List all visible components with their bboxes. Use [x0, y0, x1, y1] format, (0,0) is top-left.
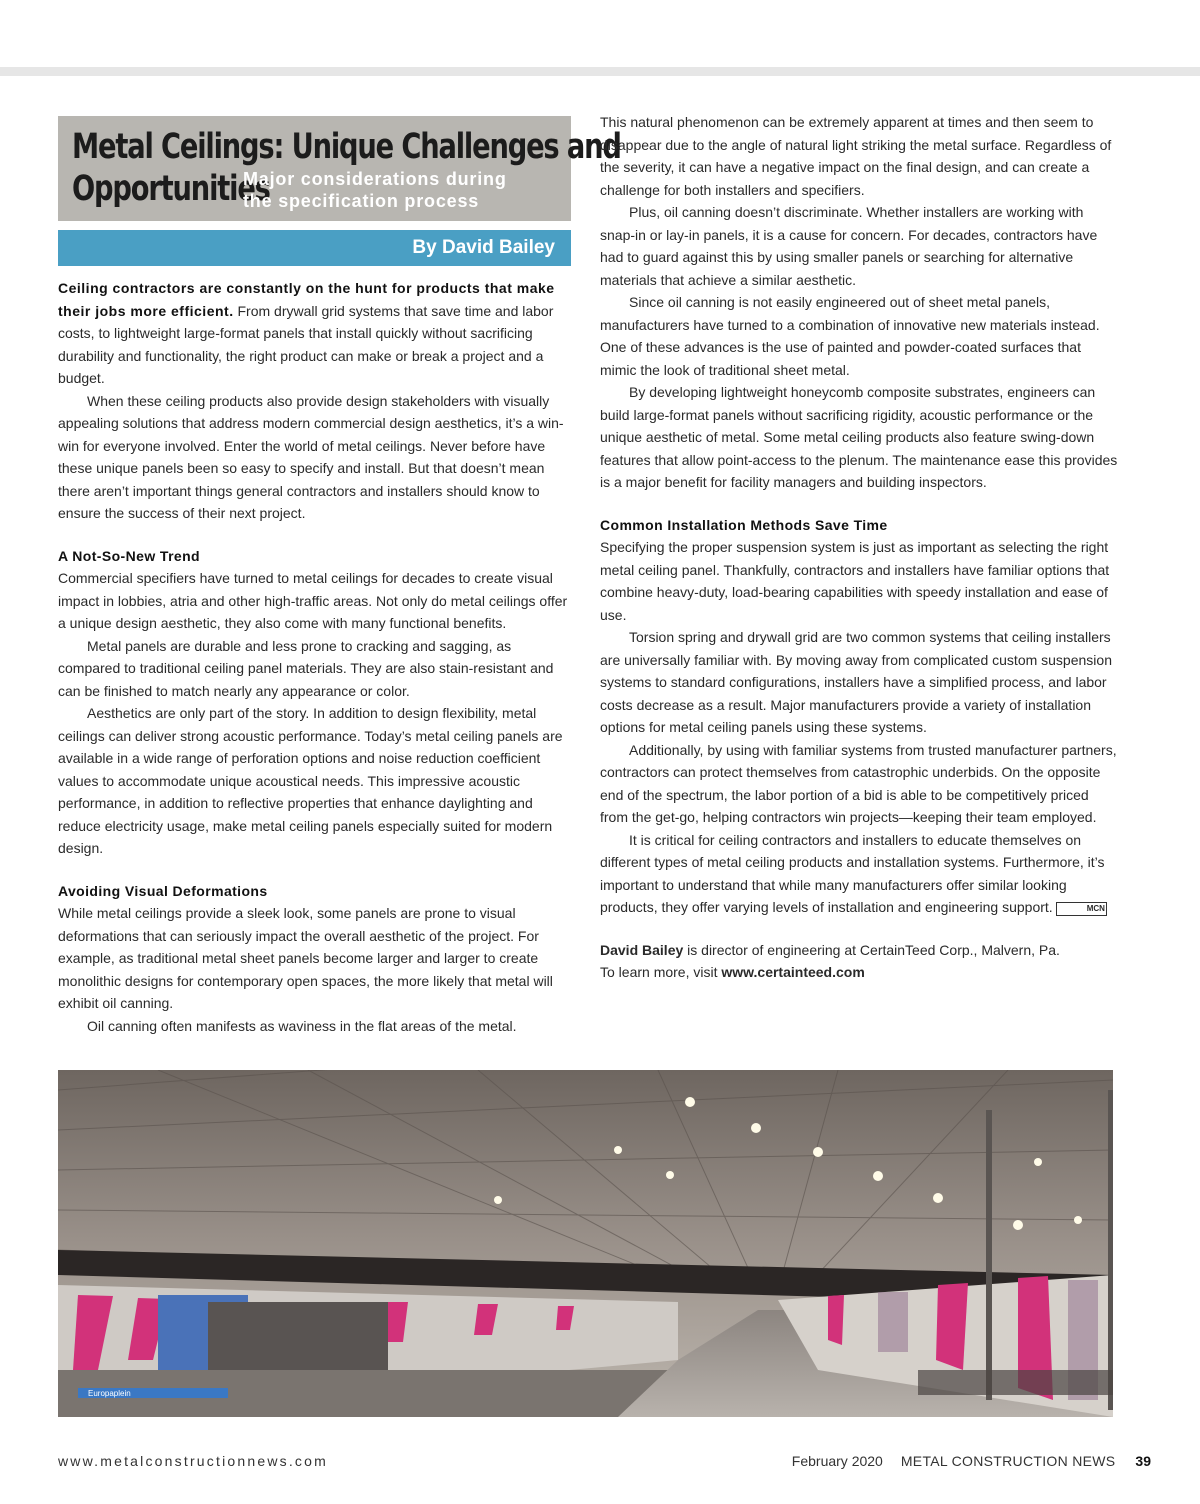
final-paragraph-text: It is critical for ceiling contractors and installers to educate themselves on different types of metal ceiling products and installation systems. Furthermore, it’s important to understand that while many manufacturers offer similar looking products, they offer varying levels of installation and engineering support. [600, 831, 1105, 915]
left-column [58, 277, 576, 1037]
top-rule [0, 67, 1200, 76]
page-number: 39 [1135, 1453, 1151, 1469]
body-paragraph: Plus, oil canning doesn’t discriminate. Whether installers are working with snap-in or lay-in panels, it is a cause for concern. For decades, contractors have had to guard against this by using smaller panels or searching for alternative materials that achieve a similar aesthetic. [600, 204, 1098, 288]
website-link[interactable]: www.certainteed.com [721, 964, 865, 980]
bio-text: is director of engineering at CertainTeed Corp., Malvern, Pa. [683, 941, 1060, 958]
footer-date: February 2020 [791, 1453, 883, 1469]
body-paragraph: This natural phenomenon can be extremely apparent at times and then seem to disappear due to the angle of natural light striking the metal surface. Regardless of the severity, it can have a negative impact on the final design, and can create a challenge for both installers and specifiers. [600, 114, 1112, 198]
article-subtitle-line-1: Major considerations during [243, 169, 507, 189]
body-paragraph: Additionally, by using with familiar systems from trusted manufacturer partners, contractors can protect themselves from catastrophic underbids. On the opposite end of the spectrum, the labor portion of a bid is able to be competitively priced from the get-go, helping contractors win projects—keeping their team employed. [600, 741, 1117, 825]
body-paragraph: Metal panels are durable and less prone to cracking and sagging, as compared to traditional ceiling panel materials. They are also stain-resistant and can be finished to match nearly any appearance or color. [58, 637, 554, 699]
article-subtitle-line-2: the specification process [243, 191, 480, 211]
body-paragraph: Since oil canning is not easily engineered out of sheet metal panels, manufacturers have turned to a combination of innovative new materials instead. One of these advances is the use of painted and powder-coated surfaces that mimic the look of traditional sheet metal. [600, 294, 1100, 378]
section-heading: A Not-So-New Trend [58, 547, 201, 564]
bio-name: David Bailey [600, 941, 684, 958]
body-paragraph: Oil canning often manifests as waviness in the flat areas of the metal. [87, 1017, 517, 1034]
right-column [600, 111, 1120, 984]
body-paragraph: Specifying the proper suspension system is just as important as selecting the right metal ceiling panel. Thankfully, contractors and installers have familiar options that combine heavy-duty, load-bearing capabilities with speedy installation and ease of use. [600, 539, 1110, 623]
body-paragraph: Torsion spring and drywall grid are two common systems that ceiling installers are universally familiar with. By moving away from complicated custom suspension systems to standard configurations, installers have a simplified process, and labor costs decrease as a result. Major manufacturers provide a variety of installation options for metal ceiling panels using these systems. [600, 629, 1112, 735]
article-title-line-1: Metal Ceilings: Unique Challenges and [72, 127, 621, 167]
article-title-line-2: Opportunities [72, 169, 270, 209]
body-paragraph: While metal ceilings provide a sleek look, some panels are prone to visual deformations that can seriously impact the overall aesthetic of the project. For example, as traditional metal sheet panels become larger and larger to create monolithic designs for contemporary open spaces, the more likely that metal will exhibit oil canning. [58, 905, 553, 1011]
lead-rest: From drywall grid systems that save time and labor costs, to lightweight large-format panels that install quickly without sacrificing durability and functionality, the right product can make or break a project and a budget. [58, 302, 554, 386]
body-paragraph [600, 829, 1120, 919]
end-mark-icon: MCN [1056, 902, 1107, 916]
body-paragraph: When these ceiling products also provide design stakeholders with visually appealing solutions that address modern commercial design aesthetics, it’s a win-win for everyone involved. Enter the world of metal ceilings. Never before have these unique panels been so easy to specify and install. But that doesn’t mean there aren’t important things general contractors and installers should know to ensure the success of their next project. [58, 392, 564, 521]
article-subtitle [243, 168, 507, 212]
section-heading: Avoiding Visual Deformations [58, 882, 268, 899]
footer-info [792, 1453, 1151, 1469]
station-sign: Europaplein [88, 1389, 131, 1398]
lead-bold: Ceiling contractors are constantly on the hunt for products that make their jobs more efficient. [58, 280, 555, 319]
lead-paragraph [58, 277, 576, 390]
footer-website[interactable]: www.metalconstructionnews.com [58, 1453, 328, 1469]
learn-more [600, 961, 1120, 984]
footer-publication: METAL CONSTRUCTION NEWS [900, 1453, 1116, 1469]
body-paragraph: Aesthetics are only part of the story. In addition to design flexibility, metal ceilings can deliver strong acoustic performance. Today’s metal ceiling panels are available in a wide range of perforation options and noise reduction coefficient values to accommodate unique acoustical needs. This impressive acoustic performance, in addition to reflective properties that enhance daylighting and reduce electricity usage, make metal ceiling panels especially suited for modern design. [58, 705, 563, 856]
byline: By David Bailey [58, 230, 571, 266]
station-illustration [58, 1070, 1113, 1417]
body-paragraph: By developing lightweight honeycomb composite substrates, engineers can build large-format panels without sacrificing rigidity, acoustic performance or the unique aesthetic of metal. Some metal ceiling products also feature swing-down features that allow point-access to the plenum. The maintenance ease this provides is a major benefit for facility managers and building inspectors. [600, 384, 1118, 490]
author-bio [600, 939, 1120, 962]
article-title-box [58, 116, 621, 221]
station-photo [58, 1070, 1113, 1417]
learn-more-text: To learn more, visit [600, 964, 722, 980]
section-heading: Common Installation Methods Save Time [600, 516, 888, 533]
body-paragraph: Commercial specifiers have turned to metal ceilings for decades to create visual impact in lobbies, atria and other high-traffic areas. Not only do metal ceilings offer a unique design aesthetic, they also come with many functional benefits. [58, 570, 568, 631]
